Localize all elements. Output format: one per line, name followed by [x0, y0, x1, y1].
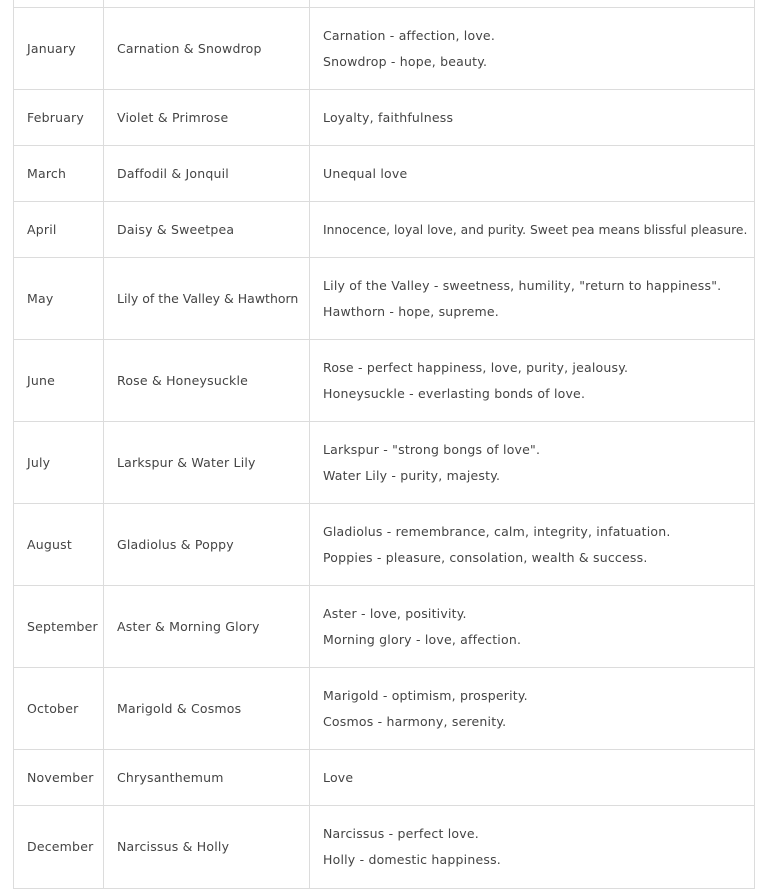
table-row: [14, 668, 755, 750]
table-row: [14, 750, 755, 806]
table-row: [14, 422, 755, 504]
meaning-cell: [310, 806, 755, 889]
flower-cell: Carnation & Snowdrop: [104, 8, 310, 90]
month-cell: September: [14, 586, 104, 668]
month-cell: July: [14, 422, 104, 504]
month-cell: June: [14, 340, 104, 422]
meaning-line: Honeysuckle - everlasting bonds of love.: [323, 385, 586, 401]
meaning-line: Lily of the Valley - sweetness, humility, "return to happiness".: [323, 277, 722, 293]
month-cell: October: [14, 668, 104, 750]
meaning-line: Gladiolus - remembrance, calm, integrity, infatuation.: [323, 523, 671, 539]
birth-flower-table: [13, 0, 755, 889]
flower-cell: Chrysanthemum: [104, 750, 310, 806]
flower-cell: [104, 0, 310, 8]
meaning-line: Marigold - optimism, prosperity.: [323, 687, 528, 703]
meaning-line: Aster - love, positivity.: [323, 605, 467, 621]
month-cell: December: [14, 806, 104, 889]
meaning-line: Holly - domestic happiness.: [323, 852, 501, 867]
meaning-line: Hawthorn - hope, supreme.: [323, 303, 499, 319]
meaning-line: Snowdrop - hope, beauty.: [323, 53, 488, 69]
month-cell: [14, 0, 104, 8]
birth-flower-table-body: [14, 0, 755, 889]
table-row: [14, 504, 755, 586]
flower-cell: Rose & Honeysuckle: [104, 340, 310, 422]
table-row: [14, 586, 755, 668]
meaning-cell: [310, 340, 755, 422]
table-row: [14, 340, 755, 422]
month-cell: March: [14, 146, 104, 202]
meaning-line: Loyalty, faithfulness: [323, 109, 454, 125]
flower-cell: Daisy & Sweetpea: [104, 202, 310, 258]
table-row: [14, 146, 755, 202]
meaning-line: Poppies - pleasure, consolation, wealth & success.: [323, 549, 648, 565]
flower-cell: Larkspur & Water Lily: [104, 422, 310, 504]
table-row: [14, 258, 755, 340]
meaning-line: Morning glory - love, affection.: [323, 631, 522, 647]
meaning-line: Carnation - affection, love.: [323, 27, 495, 43]
meaning-cell: [310, 202, 755, 258]
meaning-line: Unequal love: [323, 165, 408, 181]
meaning-line: Innocence, loyal love, and purity. Sweet pea means blissful pleasure.: [323, 222, 748, 237]
flower-cell: Daffodil & Jonquil: [104, 146, 310, 202]
table-row: [14, 90, 755, 146]
meaning-cell: [310, 586, 755, 668]
meaning-line: Rose - perfect happiness, love, purity, jealousy.: [323, 359, 629, 375]
meaning-line: Love: [323, 769, 354, 785]
flower-cell: Marigold & Cosmos: [104, 668, 310, 750]
meaning-cell: [310, 422, 755, 504]
flower-cell: Gladiolus & Poppy: [104, 504, 310, 586]
month-cell: May: [14, 258, 104, 340]
flower-cell: Aster & Morning Glory: [104, 586, 310, 668]
meaning-cell: [310, 504, 755, 586]
meaning-cell: [310, 750, 755, 806]
table-row: [14, 806, 755, 889]
month-cell: February: [14, 90, 104, 146]
flower-cell: Narcissus & Holly: [104, 806, 310, 889]
meaning-line: Narcissus - perfect love.: [323, 826, 479, 841]
month-cell: January: [14, 8, 104, 90]
month-cell: November: [14, 750, 104, 806]
table-row-previous-partial: [14, 0, 755, 8]
meaning-cell: [310, 668, 755, 750]
meaning-cell: [310, 8, 755, 90]
table-row: [14, 8, 755, 90]
meaning-line: Larkspur - "strong bongs of love".: [323, 441, 541, 457]
meaning-cell: [310, 258, 755, 340]
table-row: [14, 202, 755, 258]
meaning-cell: [310, 0, 755, 8]
meaning-line: Cosmos - harmony, serenity.: [323, 713, 507, 729]
flower-cell: Lily of the Valley & Hawthorn: [104, 258, 310, 340]
meaning-cell: [310, 90, 755, 146]
flower-cell: Violet & Primrose: [104, 90, 310, 146]
meaning-line: Water Lily - purity, majesty.: [323, 467, 501, 483]
month-cell: August: [14, 504, 104, 586]
meaning-cell: [310, 146, 755, 202]
month-cell: April: [14, 202, 104, 258]
